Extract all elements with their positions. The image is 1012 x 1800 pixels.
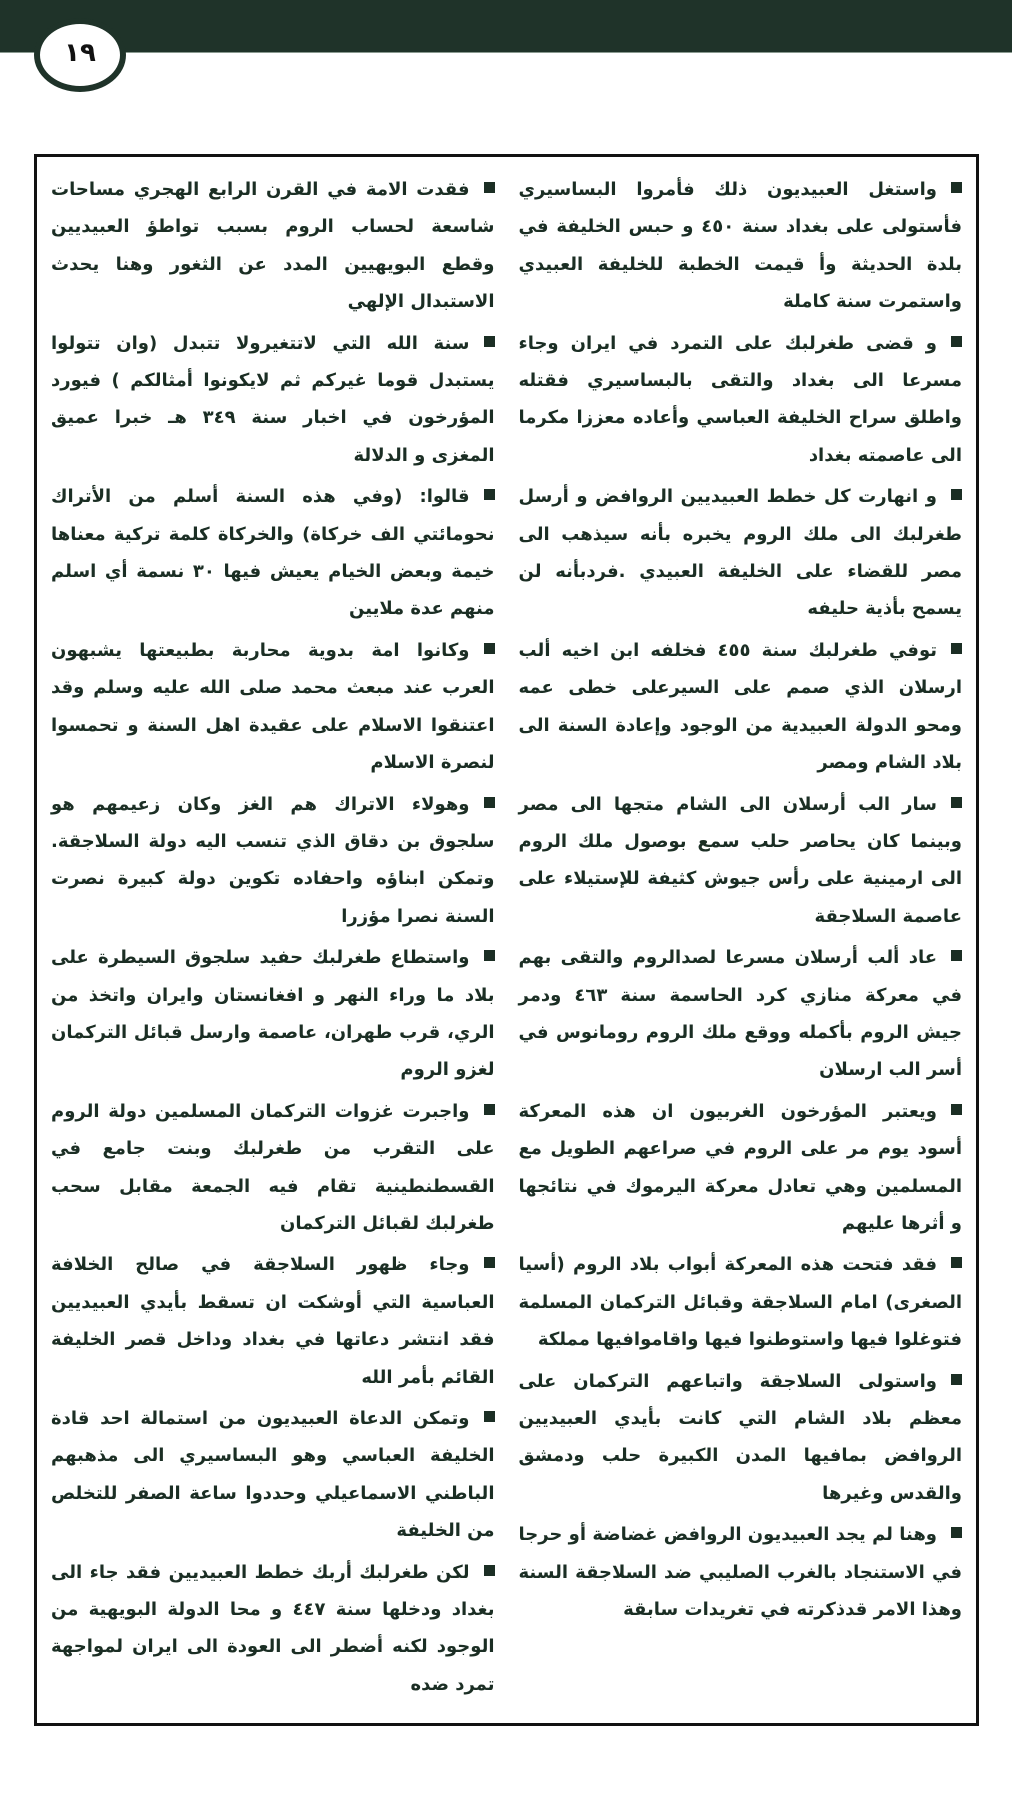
- paragraph-text: واجبرت غزوات التركمان المسلمين دولة الروم على التقرب من طغرلبك وبنت جامع في القسطنطينية تقام فيه الجمعة مقابل سحب طغرلبك لقبائل التركمان: [51, 1100, 495, 1234]
- paragraph-text: فقدت الامة في القرن الرابع الهجري مساحات شاسعة لحساب الروم بسبب تواطؤ العبيديين وقطع البويهيين المدد عن الثغور وهنا يحدث الاستبدال الإلهي: [51, 179, 495, 313]
- square-bullet-icon: [484, 182, 495, 193]
- paragraph-text: و انهارت كل خطط العبيديين الروافض و أرسل طغرلبك الى ملك الروم يخبره بأنه سيذهب الى مصر للقضاء على الخليفة العبيدي .فردبأنه لن يسمح بأذية حليفه: [518, 486, 962, 620]
- paragraph: [519, 171, 963, 321]
- paragraph: [51, 325, 495, 475]
- square-bullet-icon: [951, 643, 962, 654]
- square-bullet-icon: [484, 1257, 495, 1268]
- paragraph: [51, 1093, 495, 1243]
- paragraph-text: وتمكن الدعاة العبيديون من استمالة احد قادة الخليفة العباسي وهو البساسيري الى مذهبهم الباطني الاسماعيلي وحددوا ساعة الصفر للتخلص من الخليفة: [51, 1408, 495, 1542]
- paragraph: [519, 632, 963, 782]
- paragraph: [51, 786, 495, 936]
- paragraph: [519, 1516, 963, 1628]
- paragraph: [519, 786, 963, 936]
- square-bullet-icon: [951, 797, 962, 808]
- paragraph-text: سنة الله التي لاتتغيرولا تتبدل (وان تتولوا يستبدل قوما غيركم ثم لايكونوا أمثالكم ) فيورد المؤرخون في اخبار سنة ٣٤٩ هـ خبرا عميق المغزى و الدلالة: [51, 332, 495, 466]
- square-bullet-icon: [484, 489, 495, 500]
- square-bullet-icon: [951, 182, 962, 193]
- square-bullet-icon: [484, 1104, 495, 1115]
- paragraph-text: واستغل العبيديون ذلك فأمروا البساسيري فأستولى على بغداد سنة ٤٥٠ و حبس الخليفة في بلدة الحديثة وأ قيمت الخطبة للخليفة العبيدي واستمرت سنة كاملة: [518, 179, 962, 313]
- square-bullet-icon: [951, 1527, 962, 1538]
- paragraph: [51, 1554, 495, 1704]
- paragraph: [519, 1093, 963, 1243]
- paragraph: [519, 325, 963, 475]
- paragraph-text: واستولى السلاجقة واتباعهم التركمان على معظم بلاد الشام التي كانت بأيدي العبيديين الروافض بمافيها المدن الكبيرة حلب ودمشق والقدس وغيرها: [518, 1370, 962, 1504]
- paragraph: [51, 632, 495, 782]
- paragraph: [519, 478, 963, 628]
- paragraph: [51, 939, 495, 1089]
- square-bullet-icon: [951, 950, 962, 961]
- paragraph: [51, 478, 495, 628]
- square-bullet-icon: [484, 1411, 495, 1422]
- square-bullet-icon: [484, 797, 495, 808]
- paragraph-text: سار الب أرسلان الى الشام متجها الى مصر وبينما كان يحاصر حلب سمع بوصول ملك الروم الى ارمينية على رأس جيوش كثيفة للإستيلاء على عاصمة السلاجقة: [518, 793, 962, 927]
- paragraph: [519, 1246, 963, 1358]
- page-number: ١٩: [64, 38, 96, 68]
- paragraph-text: توفي طغرلبك سنة ٤٥٥ فخلفه ابن اخيه ألب ارسلان الذي صمم على السيرعلى خطى عمه ومحو الدولة العبيدية من الوجود وإعادة السنة الى بلاد الشام ومصر: [518, 639, 962, 774]
- paragraph: [51, 171, 495, 321]
- square-bullet-icon: [484, 950, 495, 961]
- paragraph-text: و قضى طغرلبك على التمرد في ايران وجاء مسرعا الى بغداد والتقى بالبساسيري فقتله واطلق سراح الخليفة العباسي وأعاده معززا مكرما الى عاصمته بغداد: [518, 332, 962, 466]
- square-bullet-icon: [951, 1257, 962, 1268]
- square-bullet-icon: [951, 1104, 962, 1115]
- paragraph-text: عاد ألب أرسلان مسرعا لصدالروم والتقى بهم في معركة منازي كرد الحاسمة سنة ٤٦٣ ودمر جيش الروم بأكمله ووقع ملك الروم رومانوس في أسر الب ارسلان: [518, 947, 962, 1081]
- columns: [51, 171, 962, 1709]
- square-bullet-icon: [484, 643, 495, 654]
- square-bullet-icon: [951, 1374, 962, 1385]
- paragraph: [519, 939, 963, 1089]
- header-band: [0, 0, 1012, 53]
- paragraph-text: وجاء ظهور السلاجقة في صالح الخلافة العباسية التي أوشكت ان تسقط بأيدي العبيديين فقد انتشر دعاتها في بغداد وداخل قصر الخليفة القائم بأمر الله: [51, 1254, 495, 1388]
- paragraph-text: وهولاء الاتراك هم الغز وكان زعيمهم هو سلجوق بن دقاق الذي تنسب اليه دولة السلاجقة. وتمكن ابناؤه واحفاده تكوين دولة كبيرة نصرت السنة نصرا مؤزرا: [51, 793, 495, 927]
- content-frame: [34, 154, 979, 1726]
- paragraph: [51, 1246, 495, 1396]
- paragraph-text: واستطاع طغرلبك حفيد سلجوق السيطرة على بلاد ما وراء النهر و افغانستان وايران واتخذ من الري، قرب طهران، عاصمة وارسل قبائل التركمان لغزو الروم: [51, 947, 495, 1081]
- left-column: [519, 171, 963, 1709]
- paragraph-text: قالوا: (وفي هذه السنة أسلم من الأتراك نحومائتي الف خركاة) والخركاة كلمة تركية معناها خيمة وبعض الخيام يعيش فيها ٣٠ نسمة أي اسلم منهم عدة ملايين: [51, 486, 495, 620]
- page-number-badge: [34, 18, 126, 92]
- paragraph-text: فقد فتحت هذه المعركة أبواب بلاد الروم (أسيا الصغرى) امام السلاجقة وقبائل التركمان المسلمة فتوغلوا فيها واستوطنوا فيها واقاموافيها مملكة: [518, 1254, 962, 1351]
- paragraph-text: وكانوا امة بدوية محاربة بطبيعتها يشبهون العرب عند مبعث محمد صلى الله عليه وسلم وقد اعتنقوا الاسلام على عقيدة اهل السنة و تحمسوا لنصرة الاسلام: [51, 639, 495, 774]
- paragraph-text: وهنا لم يجد العبيديون الروافض غضاضة أو حرجا في الاستنجاد بالغرب الصليبي ضد السلاجقة السنة وهذا الامر قدذكرته في تغريدات سابقة: [518, 1524, 962, 1621]
- square-bullet-icon: [951, 489, 962, 500]
- square-bullet-icon: [484, 1565, 495, 1576]
- paragraph: [519, 1363, 963, 1513]
- paragraph-text: ويعتبر المؤرخون الغربيون ان هذه المعركة أسود يوم مر على الروم في صراعهم الطويل مع المسلمين وهي تعادل معركة اليرموك في نتائجها و أثرها عليهم: [518, 1100, 962, 1234]
- square-bullet-icon: [951, 336, 962, 347]
- square-bullet-icon: [484, 336, 495, 347]
- paragraph-text: لكن طغرلبك أربك خطط العبيديين فقد جاء الى بغداد ودخلها سنة ٤٤٧ و محا الدولة البويهية من الوجود لكنه أضطر الى العودة الى ايران لمواجهة تمرد ضده: [51, 1561, 495, 1695]
- right-column: [51, 171, 495, 1709]
- paragraph: [51, 1400, 495, 1550]
